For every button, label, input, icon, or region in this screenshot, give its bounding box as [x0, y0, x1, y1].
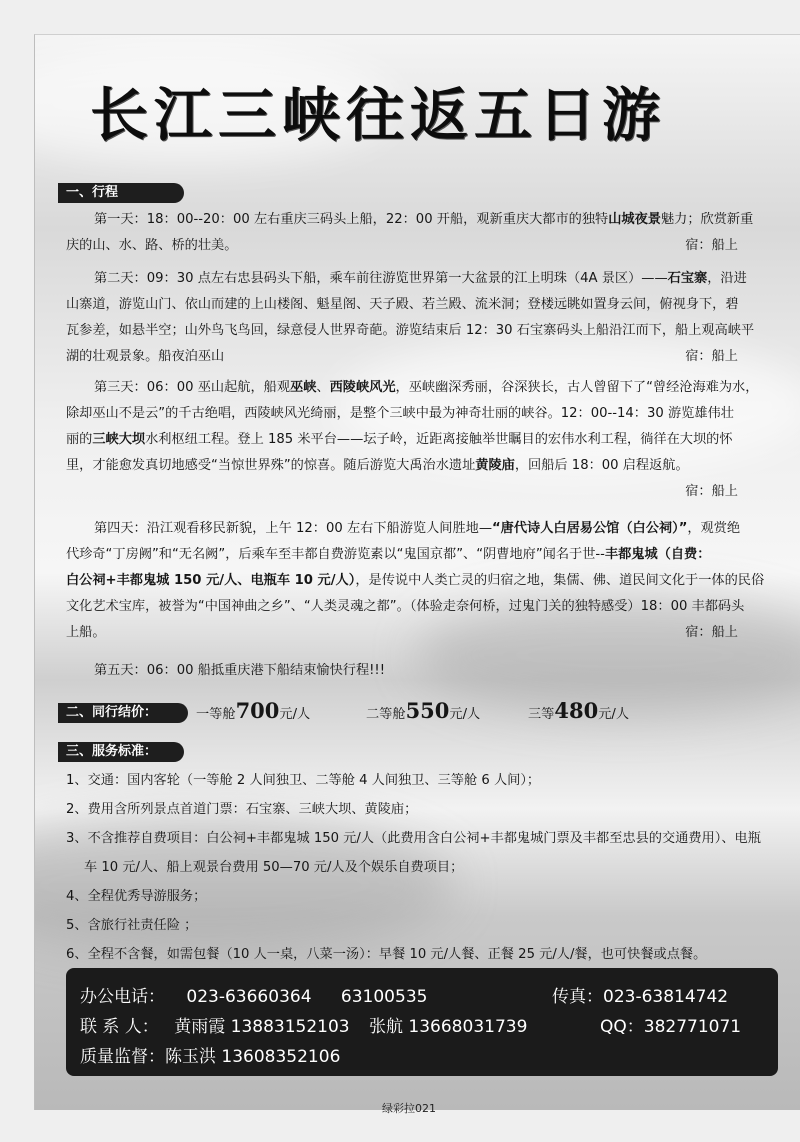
qq-row: QQ：382771071 — [600, 1017, 742, 1037]
day4-line1: 第四天：沿江观看移民新貌，上午 12：00 左右下船游览人间胜地—“唐代诗人白居易公馆（白公祠）”，观赏绝 — [94, 521, 741, 536]
office-phone-2: 63100535 — [340, 987, 428, 1007]
day1-line1: 第一天：18：00--20：00 左右重庆三码头上船，22：00 开船，观新重庆大都市的独特山城夜景魅力；欣赏新重 — [94, 212, 754, 227]
day3-lodging-row — [66, 479, 778, 505]
day4-block — [66, 516, 778, 646]
day4-lodging: 宿：船上 — [685, 625, 738, 640]
service-item-2: 2、费用含所列景点首道门票：石宝寨、三峡大坝、黄陵庙； — [66, 802, 418, 817]
service-item-1: 1、交通：国内客轮（一等舱 2 人间独卫、二等舱 4 人间独卫、三等舱 6 人间）； — [66, 773, 541, 788]
quality-contact: 陈玉洪 13608352106 — [165, 1047, 341, 1067]
qq-number: 382771071 — [643, 1017, 742, 1037]
day2-line2: 山寨道，游览山门、依山而建的上山楼阁、魁星阁、天子殿、若兰殿、流米洞；登楼远眺如置身云间，俯视身下，碧 — [66, 297, 739, 312]
day4-line3: 白公祠+丰都鬼城 150 元/人、电瓶车 10 元/人），是传说中人类亡灵的归宿之地，集儒、佛、道民间文化于一体的民俗 — [66, 573, 765, 588]
page-footer: 绿彩拉021 — [382, 1102, 436, 1115]
day2-line4: 湖的壮观景象。船夜泊巫山 宿：船上 — [66, 344, 778, 370]
contact-person-row: 联 系 人： 黄雨霞 13883152103 张航 13668031739 — [80, 1017, 528, 1037]
contact-panel — [66, 968, 778, 1076]
fax-row: 传真：023-63814742 — [552, 987, 729, 1007]
day2-lodging: 宿：船上 — [685, 349, 738, 364]
service-item-5: 5、含旅行社责任险 ； — [66, 918, 198, 933]
section-price-header: 二、同行结价： — [58, 703, 188, 723]
day3-line2: 除却巫山不是云”的千古绝唱，西陵峡风光绮丽，是整个三峡中最为神奇壮丽的峡谷。12：00--14：30 游览雄伟壮 — [66, 406, 734, 421]
day3-block — [66, 375, 778, 505]
service-list — [66, 766, 778, 969]
service-item-3-cont: 车 10 元/人、船上观景台费用 50—70 元/人及个娱乐自费项目； — [84, 860, 464, 875]
day2-block — [66, 266, 778, 370]
day5-line: 第五天：06：00 船抵重庆港下船结束愉快行程!!! — [94, 663, 385, 678]
day4-line2: 代珍奇“丁房阙”和“无名阙”，后乘车至丰都自费游览素以“鬼国京都”、“阴曹地府”闻名于世--丰都鬼城（自费： — [66, 547, 711, 562]
contact-person-2: 张航 13668031739 — [369, 1017, 528, 1037]
page-title: 长江三峡往返五日游 — [90, 81, 667, 149]
day2-line3: 瓦参差，如悬半空；山外鸟飞鸟回，绿意侵人世界奇葩。游览结束后 12：30 石宝寨码头上船沿江而下，船上观高峡平 — [66, 323, 755, 338]
section-service-header: 三、服务标准： — [58, 742, 184, 762]
day4-line5: 上船。 宿：船上 — [66, 620, 778, 646]
day3-line3: 丽的三峡大坝水利枢纽工程。登上 185 米平台——坛子岭，近距离接触举世瞩目的宏伟水利工程，徜徉在大坝的怀 — [66, 432, 733, 447]
price-second-class: 二等舱550元/人 — [366, 698, 481, 723]
price-first-class: 一等舱700元/人 — [196, 698, 311, 723]
day4-line4: 文化艺术宝库，被誉为“中国神曲之乡”、“人类灵魂之都”。（体验走奈何桥，过鬼门关的独特感受）18：00 丰都码头 — [66, 599, 745, 614]
day1-lodging: 宿：船上 — [685, 238, 738, 253]
day3-lodging: 宿：船上 — [685, 484, 738, 499]
day1-line2: 庆的山、水、路、桥的壮美。 宿：船上 — [66, 233, 778, 259]
service-item-6: 6、全程不含餐，如需包餐（10 人一桌，八菜一汤）：早餐 10 元/人餐、正餐 25 元/人/餐，也可快餐或点餐。 — [66, 947, 707, 962]
office-phone-1: 023-63660364 — [186, 987, 312, 1007]
fax-number: 023-63814742 — [603, 987, 729, 1007]
office-phone-row: 办公电话： 023-63660364 63100535 — [80, 987, 428, 1007]
day1-block — [66, 207, 778, 259]
quality-row: 质量监督：陈玉洪 13608352106 — [80, 1047, 341, 1067]
price-third-class: 三等480元/人 — [528, 698, 630, 723]
service-item-4: 4、全程优秀导游服务； — [66, 889, 207, 904]
section-itinerary-header: 一、行程 — [58, 183, 184, 203]
contact-person-1: 黄雨霞 13883152103 — [174, 1017, 350, 1037]
day3-line4: 里，才能愈发真切地感受“当惊世界殊”的惊喜。随后游览大禹治水遗址黄陵庙，回船后 18：00 启程返航。 — [66, 458, 689, 473]
service-item-3: 3、不含推荐自费项目：白公祠+丰都鬼城 150 元/人（此费用含白公祠+丰都鬼城门票及丰都至忠县的交通费用）、电瓶 — [66, 831, 761, 846]
day2-line1: 第二天：09：30 点左右忠县码头下船，乘车前往游览世界第一大盆景的江上明珠（4A 景区）——石宝寨，沿进 — [94, 271, 747, 286]
day3-line1: 第三天：06：00 巫山起航，船观巫峡、西陵峡风光，巫峡幽深秀丽，谷深狭长，古人曾留下了“曾经沧海难为水， — [94, 380, 759, 395]
